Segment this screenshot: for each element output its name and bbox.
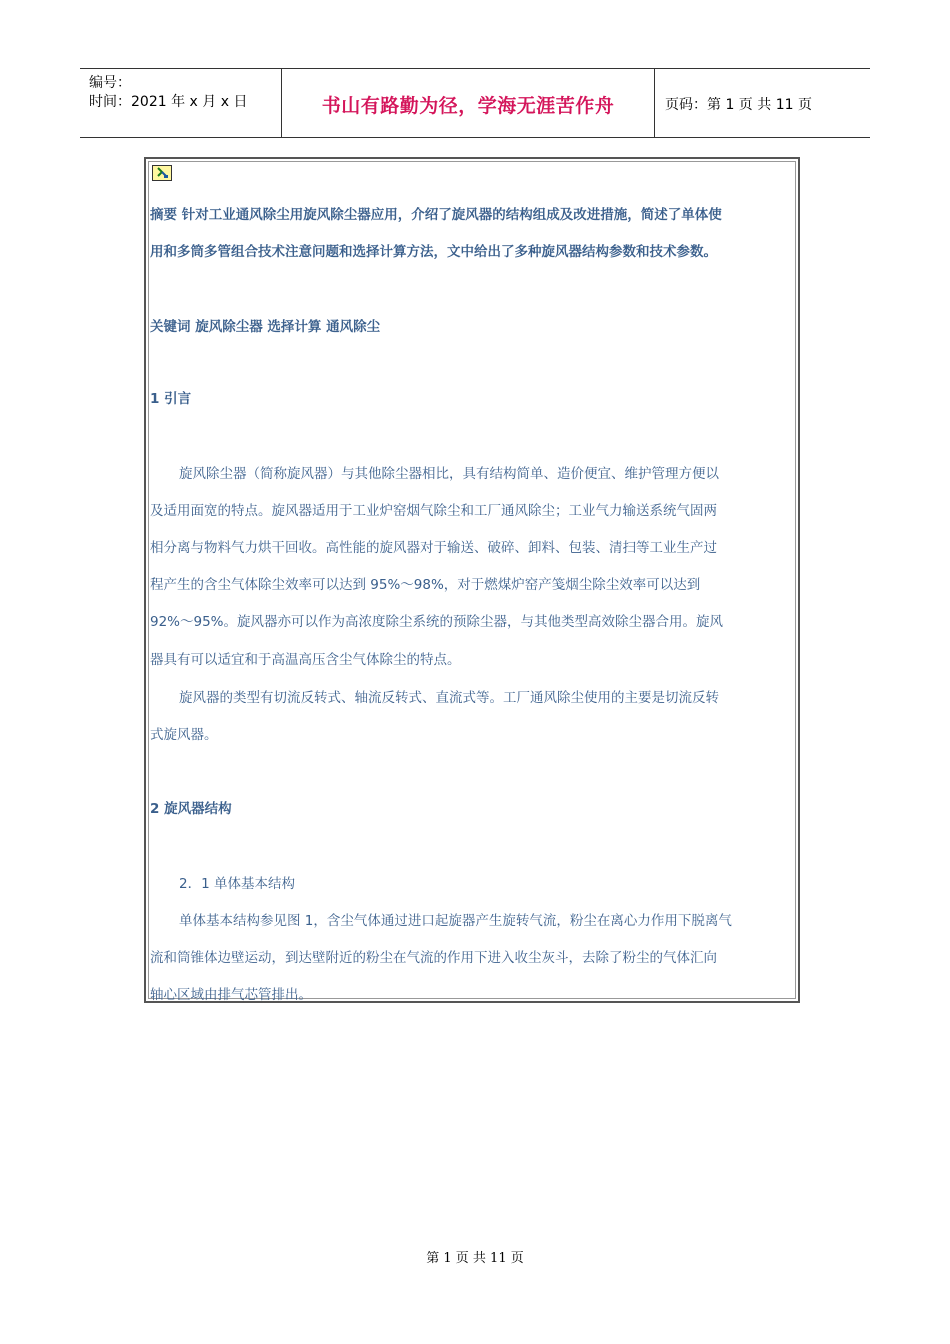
doc-time-label: 时间：2021 年 x 月 x 日	[89, 94, 248, 110]
header-page-label: 页码：第 1 页 共 11 页	[665, 97, 812, 113]
p2-line-1: 旋风器的类型有切流反转式、轴流反转式、直流式等。工厂通风除尘使用的主要是切流反转	[179, 690, 719, 706]
p1-line-1: 旋风除尘器（简称旋风器）与其他除尘器相比，具有结构简单、造价便宜、维护管理方便以	[179, 466, 719, 482]
keywords: 关键词 旋风除尘器 选择计算 通风除尘	[150, 319, 381, 335]
page-header	[80, 68, 870, 138]
p3-line-1: 单体基本结构参见图 1，含尘气体通过进口起旋器产生旋转气流，粉尘在离心力作用下脱离气	[179, 913, 732, 929]
p3-line-2: 流和筒锥体边壁运动，到达壁附近的粉尘在气流的作用下进入收尘灰斗，去除了粉尘的气体汇向	[150, 950, 717, 966]
p1-line-5: 92%～95%。旋风器亦可以作为高浓度除尘系统的预除尘器，与其他类型高效除尘器合用。旋风	[150, 614, 724, 630]
header-mid-cell	[282, 69, 655, 137]
doc-id-label: 编号：	[89, 75, 131, 91]
page-footer: 第 1 页 共 11 页	[426, 1251, 524, 1266]
p1-line-4: 程产生的含尘气体除尘效率可以达到 95%～98%，对于燃煤炉窑产笺烟尘除尘效率可以达到	[150, 577, 701, 593]
header-motto: 书山有路勤为径，学海无涯苦作舟	[321, 95, 615, 117]
section-2-title: 2 旋风器结构	[150, 801, 232, 817]
abstract-line-2: 用和多筒多管组合技术注意问题和选择计算方法，文中给出了多种旋风器结构参数和技术参数。	[150, 244, 717, 260]
p2-line-2: 式旋风器。	[150, 727, 218, 743]
p3-line-3: 轴心区域由排气芯管排出。	[150, 987, 312, 1003]
header-left-cell	[80, 69, 282, 137]
abstract-line-1: 摘要 针对工业通风除尘用旋风除尘器应用，介绍了旋风器的结构组成及改进措施，简述了单体使	[150, 207, 722, 223]
section-1-title: 1 引言	[150, 391, 192, 407]
article-content-box	[144, 157, 800, 1003]
p1-line-6: 器具有可以适宜和于高温高压含尘气体除尘的特点。	[150, 652, 461, 668]
header-right-cell	[655, 69, 870, 137]
subsection-2-1-title: 2．1 单体基本结构	[179, 876, 295, 892]
p1-line-2: 及适用面宽的特点。旋风器适用于工业炉窑烟气除尘和工厂通风除尘；工业气力输送系统气固两	[150, 503, 717, 519]
p1-line-3: 相分离与物料气力烘干回收。高性能的旋风器对于输送、破碎、卸料、包装、清扫等工业生产过	[150, 540, 717, 556]
document-arrow-icon	[152, 165, 172, 181]
